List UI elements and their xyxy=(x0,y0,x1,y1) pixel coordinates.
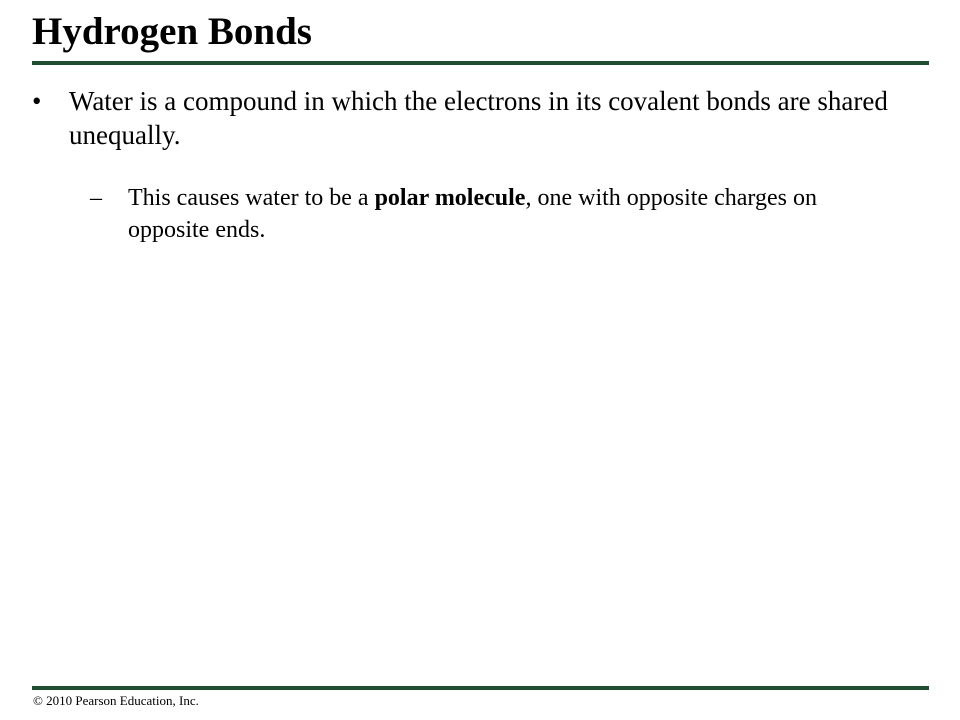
bullet-level2-text-after: , one with opposite charges on opposite ends. xyxy=(128,185,817,243)
bullet-level2-text xyxy=(128,182,890,246)
copyright-footer: © 2010 Pearson Education, Inc. xyxy=(33,693,199,708)
bullet-marker: • xyxy=(32,86,42,116)
bold-term: polar molecule xyxy=(374,185,526,211)
sub-bullet-marker: – xyxy=(90,185,102,211)
bullet-level1 xyxy=(32,84,912,152)
bullet-level1-text: Water is a compound in which the electrons in its covalent bonds are shared unequally. xyxy=(69,86,888,150)
slide-title: Hydrogen Bonds xyxy=(32,10,312,53)
bullet-level2 xyxy=(90,182,890,246)
title-divider xyxy=(32,61,929,65)
bullet-level2-text-before: This causes water to be a xyxy=(128,185,375,211)
footer-divider xyxy=(32,686,929,690)
